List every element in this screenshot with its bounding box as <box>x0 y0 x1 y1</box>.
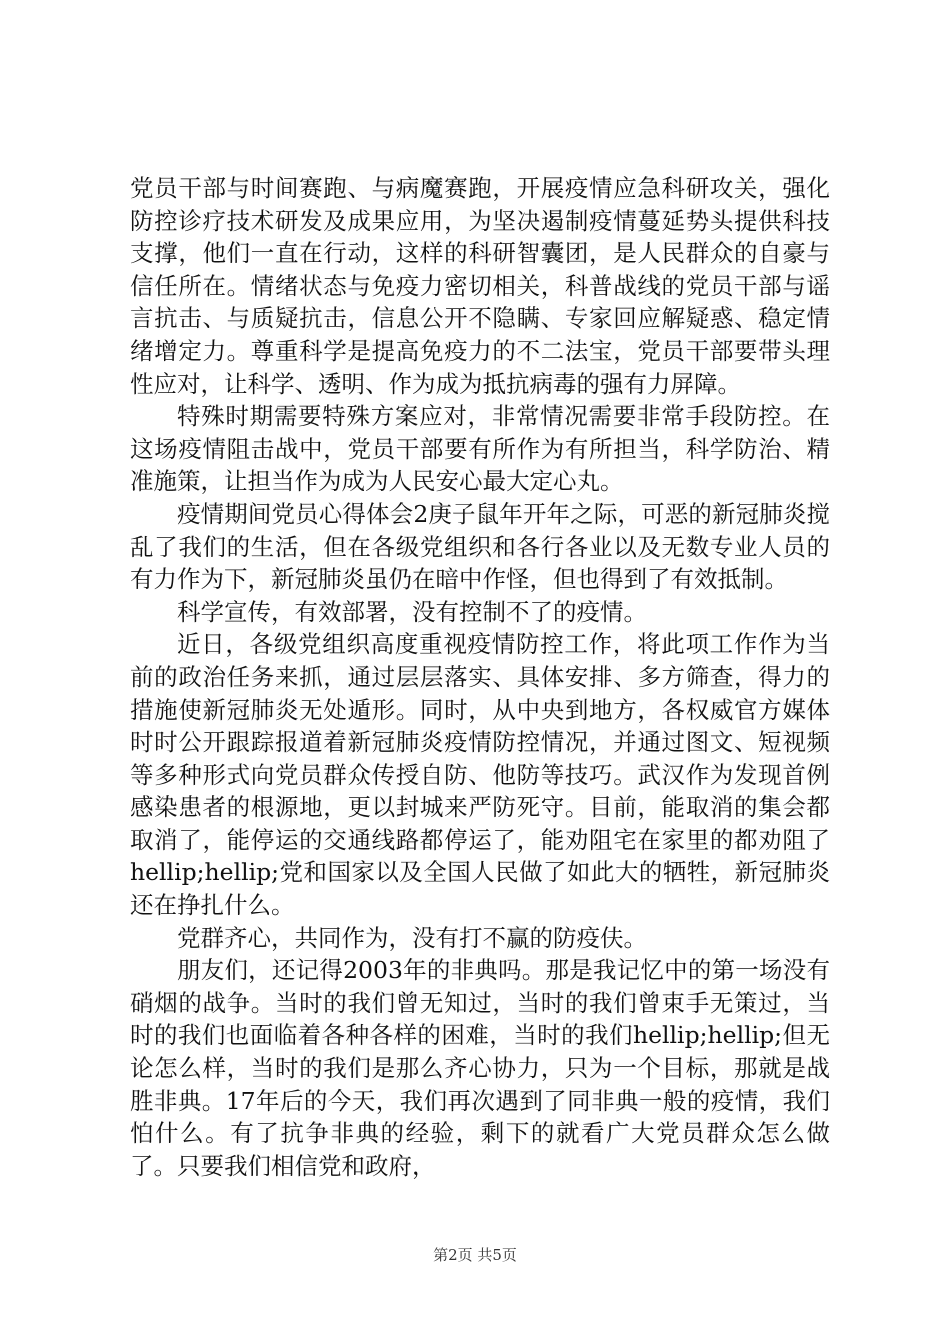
paragraph-3: 疫情期间党员心得体会2庚子鼠年开年之际，可恶的新冠肺炎搅乱了我们的生活，但在各级党组织和各行各业以及无数专业人员的有力作为下，新冠肺炎虽仍在暗中作怪，但也得到了有效抵制。 <box>130 499 830 594</box>
paragraph-6: 党群齐心，共同作为，没有打不赢的防疫伕。 <box>177 923 647 952</box>
paragraph-2: 特殊时期需要特殊方案应对，非常情况需要非常手段防控。在这场疫情阻击战中，党员干部要有所作为有所担当，科学防治、精准施策，让担当作为成为人民安心最大定心丸。 <box>130 402 830 496</box>
paragraph-4: 科学宣传，有效部署，没有控制不了的疫情。 <box>177 597 647 626</box>
paragraph-5: 近日，各级党组织高度重视疫情防控工作，将此项工作作为当前的政治任务来抓，通过层层落实、具体安排、多方筛查，得力的措施使新冠肺炎无处遁形。同时，从中央到地方，各权威官方媒体时时公开跟踪报道着新冠肺炎疫情防控情况，并通过图文、短视频等多种形式向党员群众传授自防、他防等技巧。武汉作为发现首例感染患者的根源地，更以封城来严防死守。目前，能取消的集会都取消了，能停运的交通线路都停运了，能劝阻宅在家里的都劝阻了hellip;hellip;党和国家以及全国人民做了如此大的牺牲，新冠肺炎还在挣扎什么。 <box>130 630 830 920</box>
page-footer <box>0 1245 950 1265</box>
page-number-label: 第2页 共5页 <box>433 1246 517 1264</box>
paragraph-1: 党员干部与时间赛跑、与病魔赛跑，开展疫情应急科研攻关，强化防控诊疗技术研发及成果应用，为坚决遏制疫情蔓延势头提供科技支撑，他们一直在行动，这样的科研智囊团，是人民群众的自豪与信任所在。情绪状态与免疫力密切相关，科普战线的党员干部与谣言抗击、与质疑抗击，信息公开不隐瞒、专家回应解疑惑、稳定情绪增定力。尊重科学是提高免疫力的不二法宝，党员干部要带头理性应对，让科学、透明、作为成为抵抗病毒的强有力屏障。 <box>130 174 830 398</box>
paragraph-7: 朋友们，还记得2003年的非典吗。那是我记忆中的第一场没有硝烟的战争。当时的我们曾无知过，当时的我们曾束手无策过，当时的我们也面临着各种各样的困难，当时的我们hellip;hellip;但无论怎么样，当时的我们是那么齐心协力，只为一个目标，那就是战胜非典。17年后的今天，我们再次遇到了同非典一般的疫情，我们怕什么。有了抗争非典的经验，剩下的就看广大党员群众怎么做了。只要我们相信党和政府， <box>130 956 830 1180</box>
document-body <box>130 172 830 1182</box>
